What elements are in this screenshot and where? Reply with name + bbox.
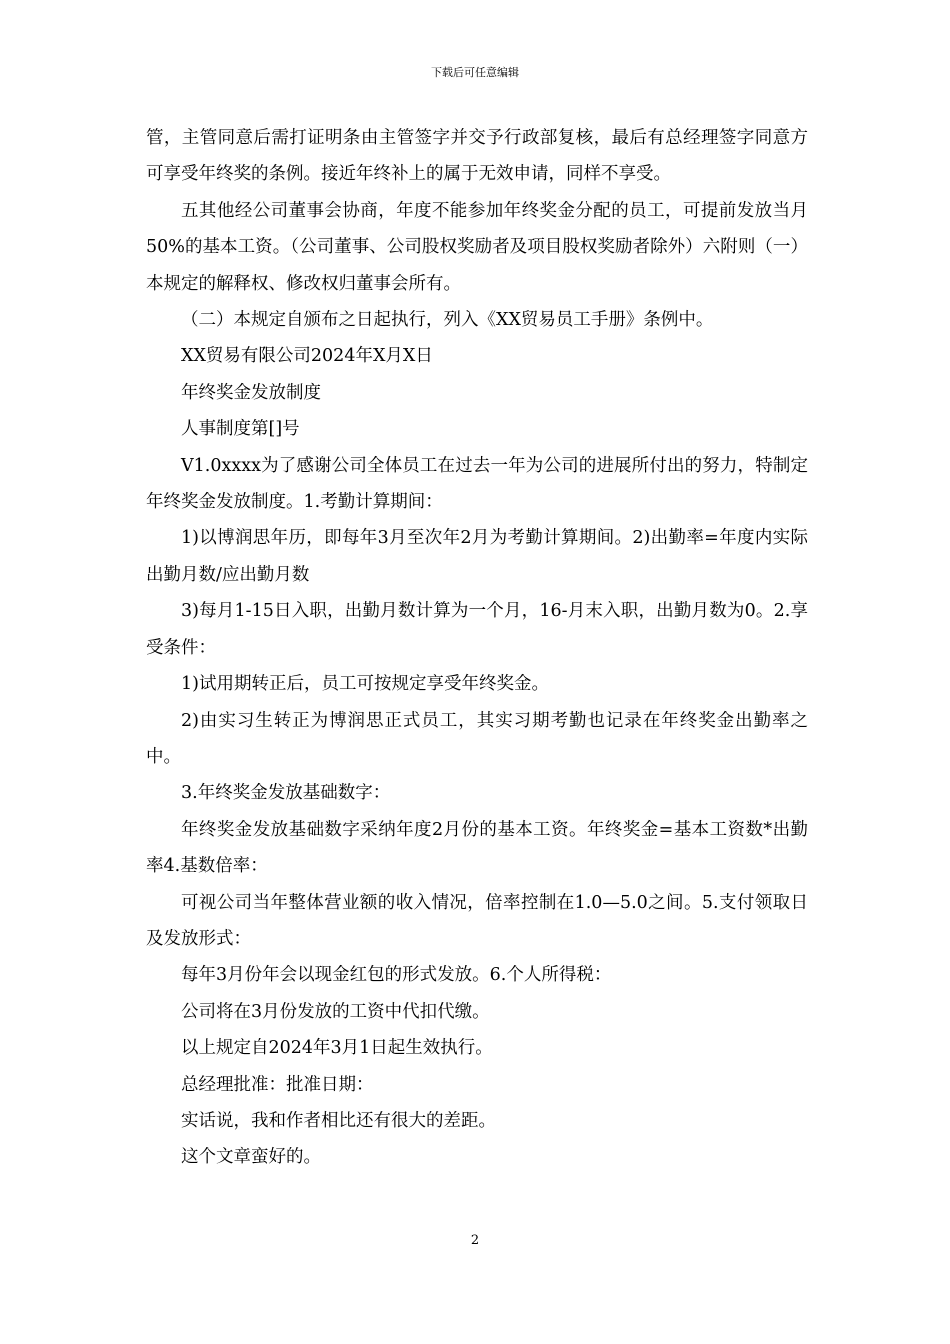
paragraph: 1)试用期转正后，员工可按规定享受年终奖金。: [181, 674, 549, 695]
approval-line: 总经理批准：批准日期：: [181, 1074, 374, 1095]
paragraph: 每年3月份年会以现金红包的形式发放。6.个人所得税：: [181, 965, 612, 986]
paragraph: 公司将在3月份发放的工资中代扣代缴。: [181, 1001, 490, 1022]
paragraph: 以上规定自2024年3月1日起生效执行。: [181, 1038, 493, 1059]
company-date-line: XX贸易有限公司2024年X月X日: [181, 346, 433, 367]
page-header: 下载后可任意编辑: [431, 66, 519, 79]
paragraph: V1.0xxxx为了感谢公司全体员工在过去一年为公司的进展所付出的努力，特制定年终奖金发放制度。1.考勤计算期间：: [146, 455, 808, 513]
paragraph: 实话说，我和作者相比还有很大的差距。: [181, 1110, 496, 1131]
document-body: [146, 120, 808, 1176]
paragraph: 可视公司当年整体营业额的收入情况，倍率控制在1.0—5.0之间。5.支付领取日及发放形式：: [146, 892, 808, 949]
paragraph: 管，主管同意后需打证明条由主管签字并交予行政部复核，最后有总经理签字同意方可享受年终奖的条例。接近年终补上的属于无效申请，同样不享受。: [146, 128, 808, 185]
page-number: 2: [470, 1233, 480, 1248]
regulation-number: 人事制度第[]号: [181, 419, 300, 440]
paragraph: 这个文章蛮好的。: [181, 1147, 321, 1168]
paragraph: 3)每月1-15日入职，出勤月数计算为一个月，16-月末入职，出勤月数为0。2.享受条件：: [146, 601, 808, 658]
paragraph: （二）本规定自颁布之日起执行，列入《XX贸易员工手册》条例中。: [181, 310, 714, 331]
section-title: 年终奖金发放制度: [181, 382, 321, 403]
paragraph: 五其他经公司董事会协商，年度不能参加年终奖金分配的员工，可提前发放当月50%的基本工资。（公司董事、公司股权奖励者及项目股权奖励者除外）六附则（一）本规定的解释权、修改权归董事会所有。: [146, 200, 808, 294]
paragraph: 1)以博润思年历，即每年3月至次年2月为考勤计算期间。2)出勤率=年度内实际出勤月数/应出勤月数: [146, 528, 808, 585]
paragraph: 2)由实习生转正为博润思正式员工，其实习期考勤也记录在年终奖金出勤率之中。: [146, 710, 808, 767]
paragraph: 3.年终奖金发放基础数字：: [181, 783, 391, 804]
paragraph: 年终奖金发放基础数字采纳年度2月份的基本工资。年终奖金=基本工资数*出勤率4.基数倍率：: [146, 819, 808, 877]
